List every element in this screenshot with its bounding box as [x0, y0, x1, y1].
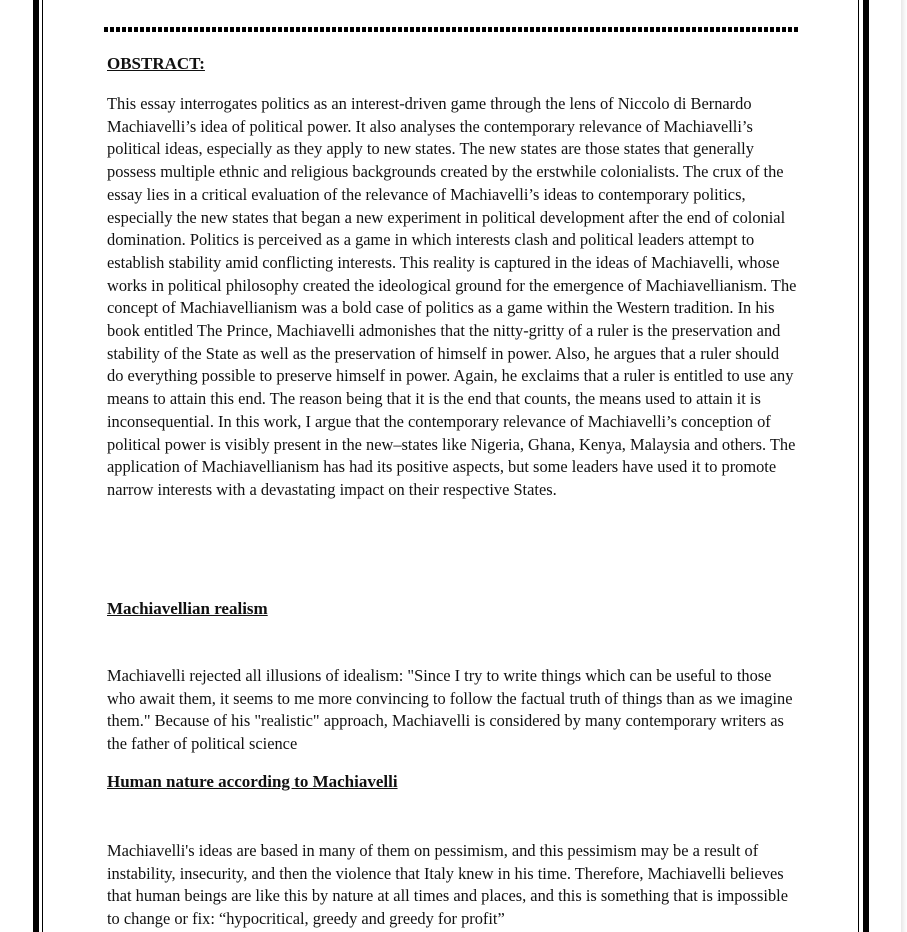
page-edge-shadow [901, 0, 907, 932]
realism-paragraph: Machiavelli rejected all illusions of idealism: "Since I try to write things which can be useful to those who await them, it seems to me more convincing to follow the factual truth of things than as we imagine them." Because of his "realistic" approach, Machiavelli is considered by many contemporary writers as the father of political science [107, 666, 793, 754]
section-heading-abstract: OBSTRACT: [107, 54, 205, 73]
page-border-left-thin [42, 0, 43, 932]
human-nature-paragraph: Machiavelli's ideas are based in many of them on pessimism, and this pessimism may be a result of instability, insecurity, and then the violence that Italy knew in his time. Therefore, Machiavelli believes that human beings are like this by nature at all times and places, and this is something that is impossible to change or fix: “hypocritical, greedy and greedy for profit” [107, 841, 788, 929]
section-heading-human-nature: Human nature according to Machiavelli [107, 772, 398, 791]
dotted-divider [104, 27, 798, 32]
section-heading-machiavellian-realism: Machiavellian realism [107, 599, 268, 618]
abstract-paragraph: This essay interrogates politics as an interest-driven game through the lens of Niccolo di Bernardo Machiavelli’s idea of political power. It also analyses the contemporary relevance of Machiavelli’s political ideas, especially as they apply to new states. The new states are those states that generally possess multiple ethnic and religious backgrounds created by the erstwhile colonialists. The crux of the essay lies in a critical evaluation of the relevance of Machiavelli’s ideas to contemporary politics, especially the new states that began a new experiment in political development after the end of colonial domination. Politics is perceived as a game in which interests clash and political leaders attempt to establish stability amid conflicting interests. This reality is captured in the ideas of Machiavelli, whose works in political philosophy created the ideological ground for the emergence of Machiavellianism. The concept of Machiavellianism was a bold case of politics as a game within the Western tradition. In his book entitled The Prince, Machiavelli admonishes that the nitty-gritty of a ruler is the preservation and stability of the State as well as the preservation of himself in power. Also, he argues that a ruler should do everything possible to preserve himself in power. Again, he exclaims that a ruler is entitled to use any means to attain this end. The reason being that it is the end that counts, the means used to attain it is inconsequential. In this work, I argue that the contemporary relevance of Machiavelli’s conception of political power is visibly present in the new–states like Nigeria, Ghana, Kenya, Malaysia and others. The application of Machiavellianism has had its positive aspects, but some leaders have used it to promote narrow interests with a devastating impact on their respective States. [107, 94, 797, 499]
page-border-left-thick [33, 0, 39, 932]
page-border-right-thick [863, 0, 869, 932]
page-border-right-thin [858, 0, 859, 932]
